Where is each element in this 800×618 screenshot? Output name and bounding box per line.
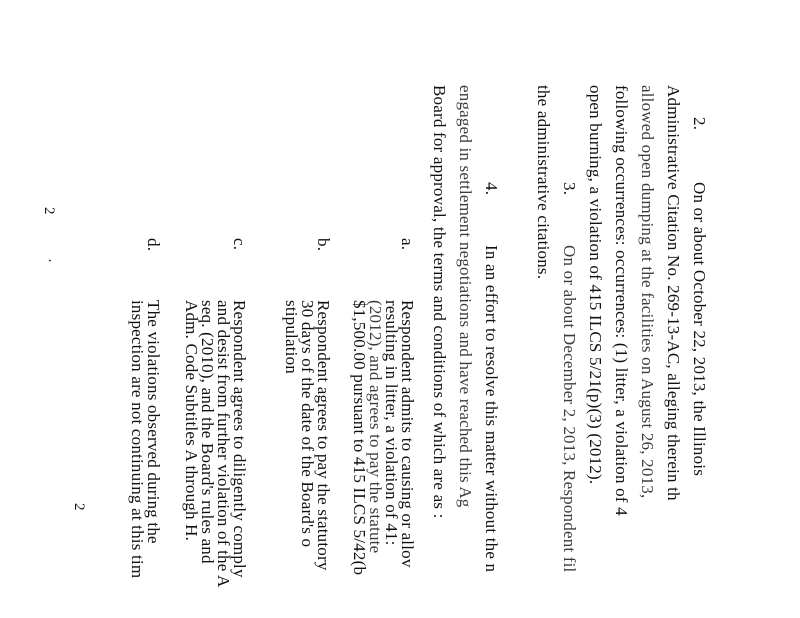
item-c-line: Adm. Code Subtitles A through H.	[182, 300, 201, 542]
para3-line: On or about December 2, 2013, Respondent fil	[560, 245, 579, 573]
item-c-letter: c.	[230, 238, 249, 251]
item-d-line: inspection are not continuing at this tim	[128, 300, 147, 579]
item-b-line: Respondent agrees to pay the statutory	[314, 300, 333, 571]
item-c-line: and desist from further violation of the A	[214, 300, 233, 588]
item-d-line: The violations observed during the	[144, 300, 163, 544]
para2-line: On or about October 22, 2013, the Illinois	[690, 182, 709, 477]
side-mark: ·	[41, 258, 57, 263]
item-b-line: 30 days of the date of the Board's o	[298, 300, 317, 548]
item-c-line: Respondent agrees to diligently comply	[230, 300, 249, 578]
item-b-line: stipulation	[282, 300, 301, 374]
para4-line: engaged in settlement negotiations and have reached this Ag	[456, 85, 475, 508]
para3-line: the administrative citations.	[534, 85, 553, 280]
para2-line: allowed open dumping at the facilities on August 26, 2013,	[638, 85, 657, 499]
item-a-line: Respondent admits to causing or allov	[398, 300, 417, 568]
page-number: 2	[71, 503, 87, 511]
item-c-line: seq. (2010), and the Board's rules and	[198, 300, 217, 564]
item-d-letter: d.	[144, 238, 163, 252]
item-a-letter: a.	[398, 238, 417, 251]
para2-number: 2.	[690, 117, 709, 131]
item-a-line: $1,500.00 pursuant to 415 ILCS 5/42(b	[350, 300, 369, 576]
para4-number: 4.	[482, 182, 501, 196]
para2-line: following occurrences: occurrences: (1) litter, a violation of 4	[612, 85, 631, 516]
para2-line: open burning, a violation of 415 ILCS 5/21(p)(3) (2012).	[586, 85, 605, 485]
item-a-line: (2012), and agrees to pay the statute	[366, 300, 385, 554]
side-mark: 2	[41, 207, 57, 215]
para4-line: Board for approval, the terms and conditions of which are as :	[430, 85, 449, 519]
para4-line: In an effort to resolve this matter without the n	[482, 245, 501, 573]
item-a-line: resulting in litter, a violation of 41:	[382, 300, 401, 546]
para2-line: Administrative Citation No. 269-13-AC, alleging therein th	[664, 85, 683, 501]
item-b-letter: b.	[314, 238, 333, 252]
para3-number: 3.	[560, 182, 579, 196]
